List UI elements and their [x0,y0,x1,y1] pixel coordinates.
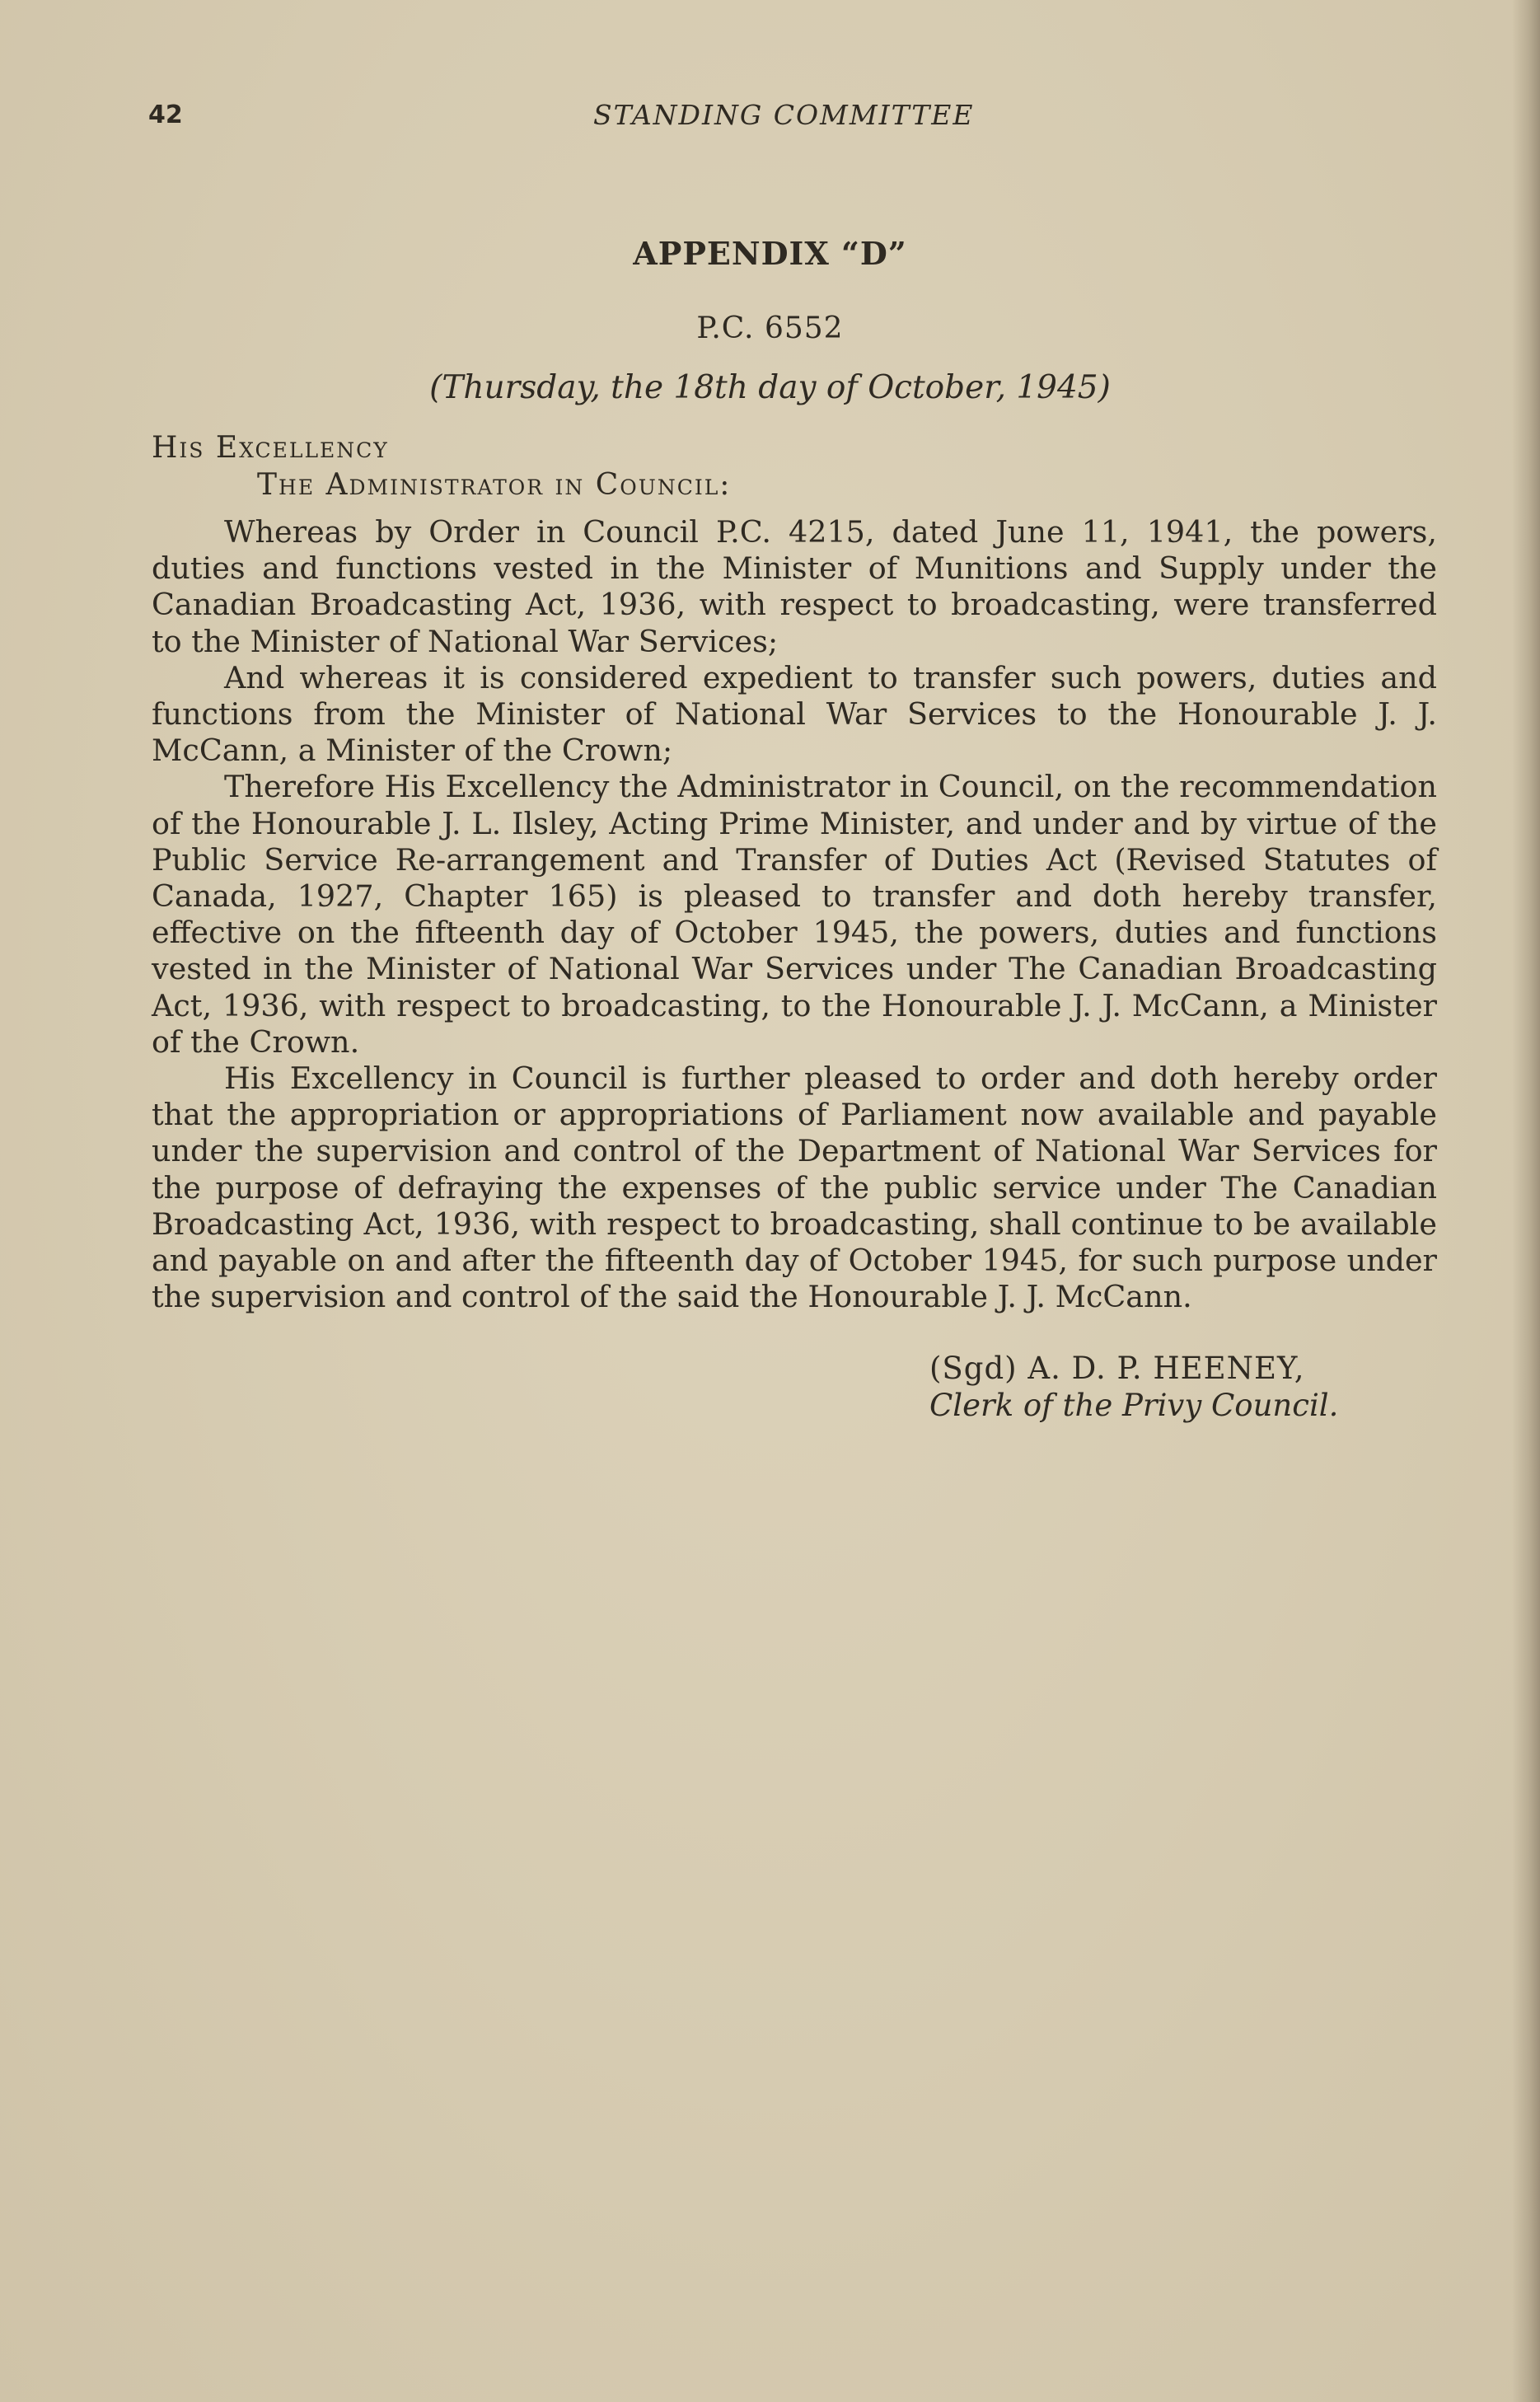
paragraph-whereas: Whereas by Order in Council P.C. 4215, dated June 11, 1941, the powers, duties and functions vested in the Minister of Munitions and Supply under the Canadian Broadcasting Act, 1936, with respect to broadcasting, were transferred to the Minister of National War Services; [152,514,1437,659]
paragraph-therefore: Therefore His Excellency the Administrator in Council, on the recommendation of the Honourable J. L. Ilsley, Acting Prime Minister, and under and by virtue of the Public Service Re-arrangement and Transfer of Duties Act (Revised Statutes of Canada, 1927, Chapter 165) is pleased to transfer and doth hereby transfer, effective on the fifteenth day of October 1945, the powers, duties and functions vested in the Minister of National War Services under The Canadian Broadcasting Act, 1936, with respect to broadcasting, to the Honourable J. J. McCann, a Minister of the Crown. [152,769,1437,1060]
signature-block [929,1350,1338,1424]
salutation-line-1: His Excellency [152,431,389,465]
order-date: (Thursday, the 18th day of October, 1945) [429,369,1111,406]
paragraph-and-whereas: And whereas it is considered expedient to transfer such powers, duties and functions from the Minister of National War Services to the Honourable J. J. McCann, a Minister of the Crown; [152,659,1437,769]
running-head-title: STANDING COMMITTEE [593,99,975,131]
page-edge-shadow [1512,0,1540,2402]
signatory-name: (Sgd) A. D. P. HEENEY, [929,1351,1305,1386]
signatory-title: Clerk of the Privy Council. [929,1388,1339,1423]
running-head [148,96,1434,137]
page-number: 42 [148,101,183,129]
paragraph-further-order: His Excellency in Council is further pleased to order and doth hereby order that the appropriation or appropriations of Parliament now available and payable under the supervision and control of the Department of National War Services for the purpose of defraying the expenses of the public service under The Canadian Broadcasting Act, 1936, with respect to broadcasting, shall continue to be available and payable on and after the fifteenth day of October 1945, for such purpose under the supervision and control of the said the Honourable J. J. McCann. [152,1061,1437,1315]
salutation-line-2: The Administrator in Council: [257,468,732,502]
order-body [152,514,1437,1315]
appendix-title: APPENDIX “D” [633,235,907,272]
order-number: P.C. 6552 [696,311,844,345]
